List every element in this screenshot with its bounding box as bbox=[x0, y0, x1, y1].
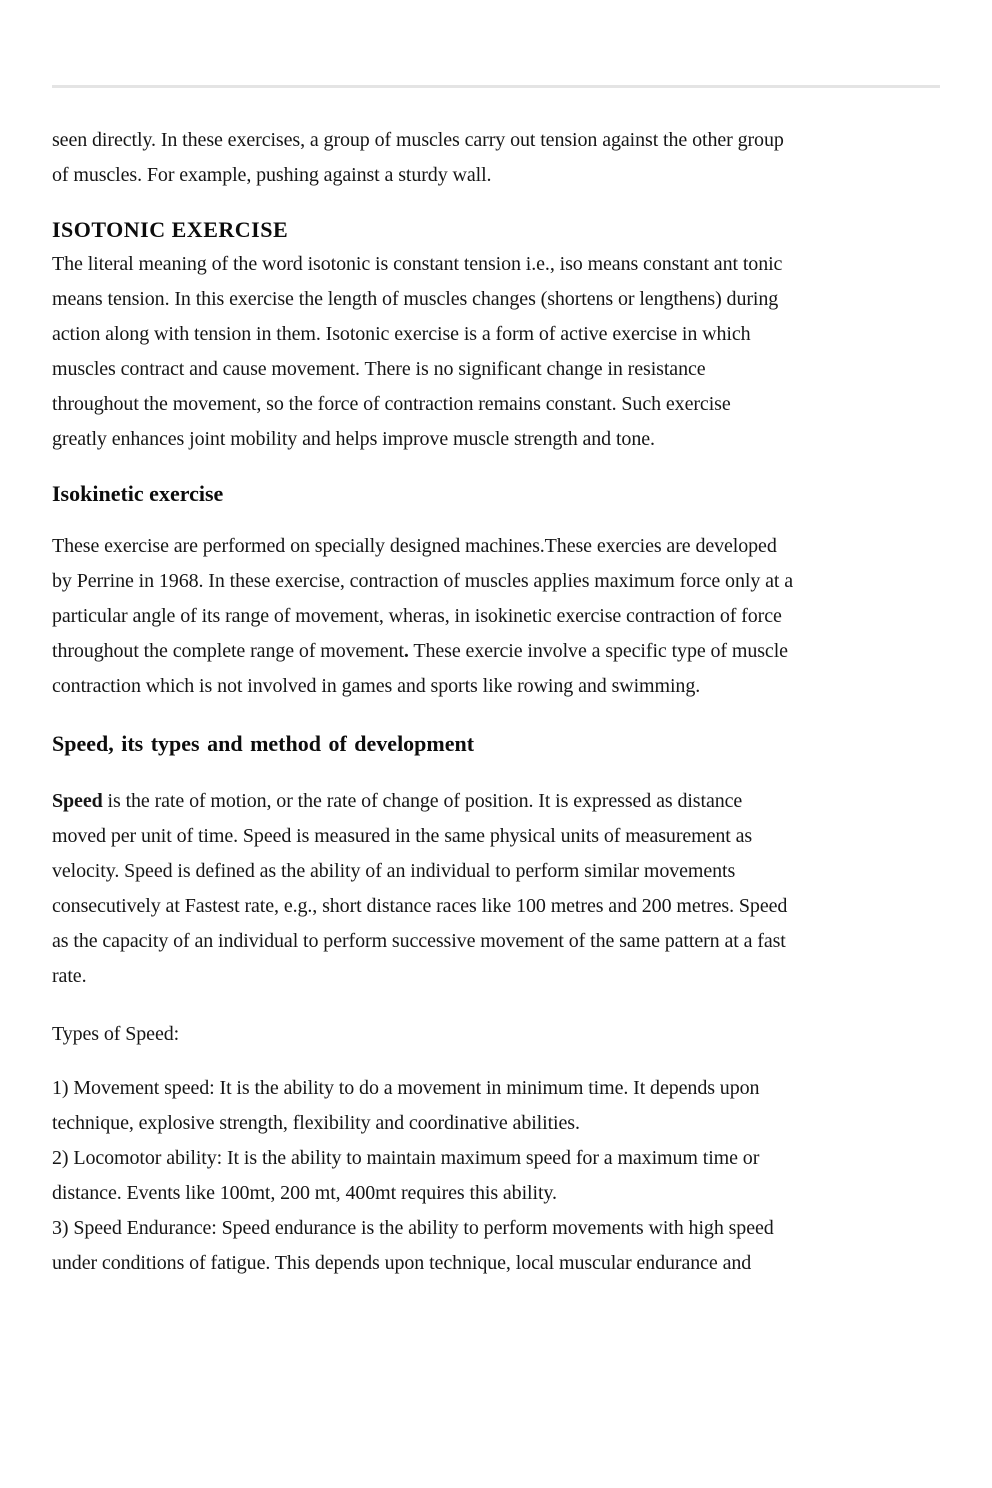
text-line: seen directly. In these exercises, a group of muscles carry out tension against the other group bbox=[52, 129, 784, 151]
isotonic-heading: ISOTONIC EXERCISE bbox=[52, 217, 289, 242]
text-line: particular angle of its range of movement, wheras, in isokinetic exercise contraction of force bbox=[52, 605, 782, 627]
text-segment: throughout the complete range of movement bbox=[52, 640, 404, 662]
text-line: distance. Events like 100mt, 200 mt, 400mt requires this ability. bbox=[52, 1182, 557, 1204]
text-line: by Perrine in 1968. In these exercise, contraction of muscles applies maximum force only at a bbox=[52, 570, 794, 592]
text-line: Types of Speed: bbox=[52, 1023, 180, 1045]
types-of-speed-label bbox=[52, 1017, 940, 1052]
text-line bbox=[52, 634, 940, 669]
text-line: of muscles. For example, pushing against a sturdy wall. bbox=[52, 164, 492, 186]
text-line: moved per unit of time. Speed is measured in the same physical units of measurement as bbox=[52, 825, 753, 847]
text-segment: is the rate of motion, or the rate of change of position. It is expressed as distance bbox=[102, 790, 743, 812]
text-line: 2) Locomotor ability: It is the ability to maintain maximum speed for a maximum time or bbox=[52, 1147, 760, 1169]
text-line: action along with tension in them. Isotonic exercise is a form of active exercise in which bbox=[52, 323, 751, 345]
text-line: consecutively at Fastest rate, e.g., short distance races like 100 metres and 200 metres. Speed bbox=[52, 895, 788, 917]
text-segment: These exercie involve a specific type of muscle bbox=[408, 640, 788, 662]
isokinetic-paragraph bbox=[52, 529, 940, 704]
text-line: These exercise are performed on specially designed machines.These exercies are developed bbox=[52, 535, 777, 557]
intro-paragraph bbox=[52, 123, 940, 193]
text-line: under conditions of fatigue. This depends upon technique, local muscular endurance and bbox=[52, 1252, 752, 1274]
bold-text-segment: Speed bbox=[52, 790, 103, 812]
text-line: 1) Movement speed: It is the ability to do a movement in minimum time. It depends upon bbox=[52, 1077, 760, 1099]
document-page bbox=[0, 85, 992, 1488]
text-line: The literal meaning of the word isotonic is constant tension i.e., iso means constant ant tonic bbox=[52, 253, 783, 275]
isotonic-paragraph bbox=[52, 247, 940, 457]
text-line: 3) Speed Endurance: Speed endurance is the ability to perform movements with high speed bbox=[52, 1217, 774, 1239]
text-line: means tension. In this exercise the length of muscles changes (shortens or lengthens) during bbox=[52, 288, 779, 310]
text-line: greatly enhances joint mobility and helps improve muscle strength and tone. bbox=[52, 428, 655, 450]
text-line: technique, explosive strength, flexibility and coordinative abilities. bbox=[52, 1112, 580, 1134]
text-line: contraction which is not involved in games and sports like rowing and swimming. bbox=[52, 675, 701, 697]
document-body bbox=[0, 88, 992, 1281]
text-line: velocity. Speed is defined as the ability of an individual to perform similar movements bbox=[52, 860, 736, 882]
speed-heading: Speed, its types and method of development bbox=[52, 731, 475, 756]
text-line: throughout the movement, so the force of contraction remains constant. Such exercise bbox=[52, 393, 731, 415]
speed-types-list bbox=[52, 1071, 940, 1281]
text-line: as the capacity of an individual to perform successive movement of the same pattern at a fast bbox=[52, 930, 786, 952]
isokinetic-heading: Isokinetic exercise bbox=[52, 481, 224, 506]
text-line bbox=[52, 784, 940, 819]
bold-text-segment: . bbox=[403, 640, 409, 662]
text-line: rate. bbox=[52, 965, 87, 987]
text-line: muscles contract and cause movement. There is no significant change in resistance bbox=[52, 358, 706, 380]
speed-paragraph bbox=[52, 784, 940, 994]
